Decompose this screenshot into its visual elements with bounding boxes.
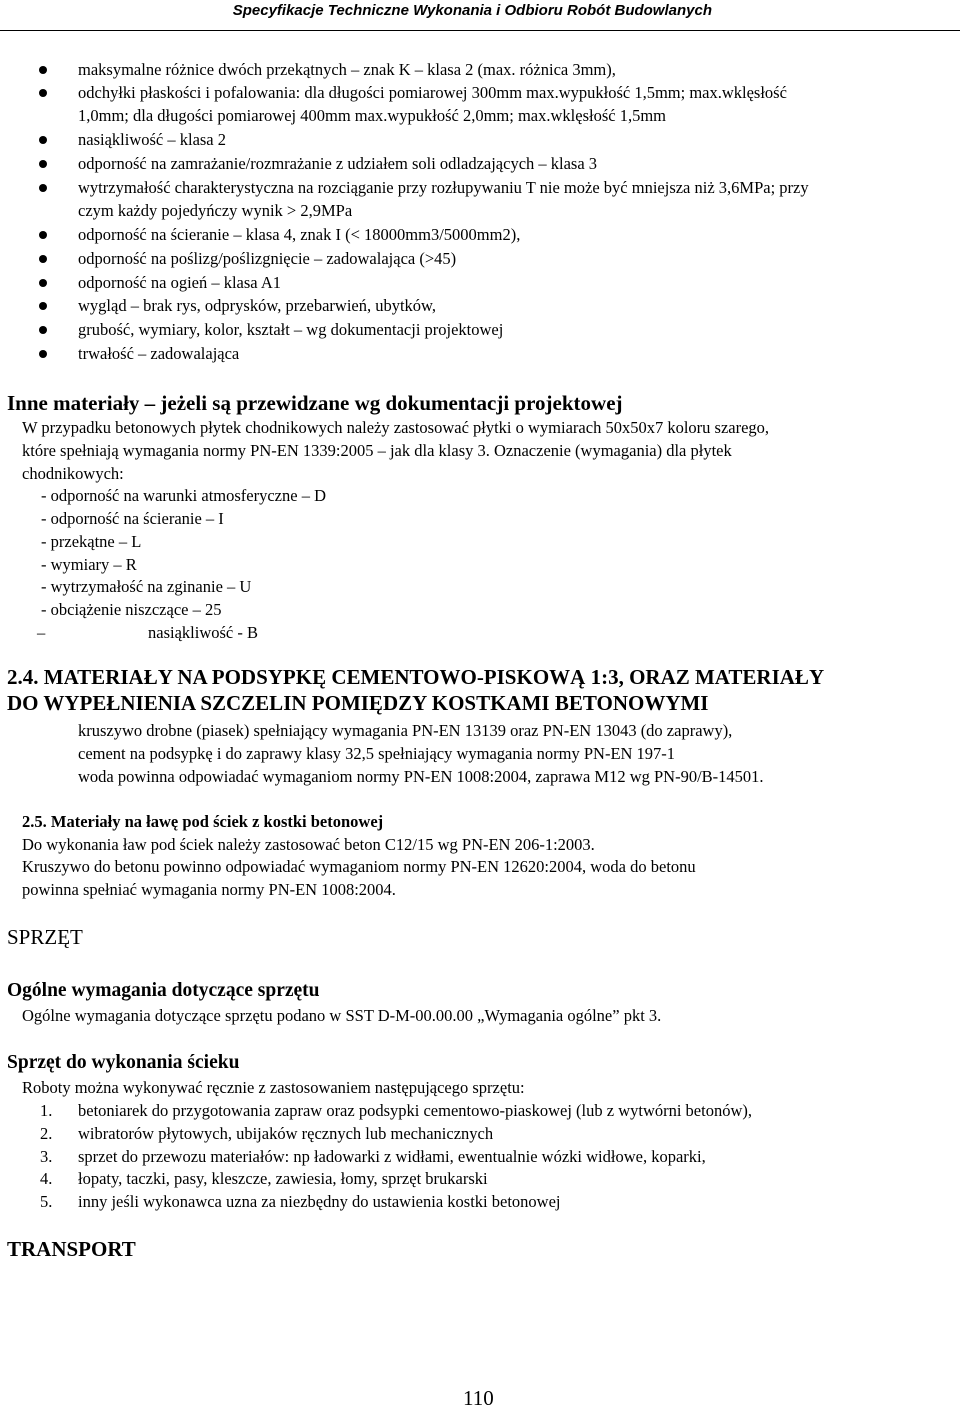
inne-paragraph-line: chodnikowych:	[22, 464, 124, 483]
inne-paragraph-line: które spełniają wymagania normy PN-EN 1339:2005 – jak dla klasy 3. Oznaczenie (wymagania) dla płytek	[22, 441, 732, 460]
list-item: łopaty, taczki, pasy, kleszcze, zawiesia, łomy, sprzęt brukarski	[78, 1169, 488, 1188]
bullet-icon	[39, 302, 47, 310]
bullet-text: grubość, wymiary, kolor, kształt – wg dokumentacji projektowej	[78, 320, 504, 339]
bullet-icon	[39, 89, 47, 97]
section-2-4-line: kruszywo drobne (piasek) spełniający wymagania PN-EN 13139 oraz PN-EN 13043 (do zaprawy),	[78, 721, 733, 740]
bullet-text-cont: czym każdy pojedyńczy wynik > 2,9MPa	[78, 201, 353, 220]
general-requirements-heading: Ogólne wymagania dotyczące sprzętu	[7, 980, 320, 1001]
list-number: 2.	[40, 1124, 53, 1143]
section-2-5-heading: 2.5. Materiały na ławę pod ściek z kostki betonowej	[22, 812, 384, 831]
header-title: Specyfikacje Techniczne Wykonania i Odbioru Robót Budowlanych	[232, 2, 712, 19]
list-item: inny jeśli wykonawca uzna za niezbędny do ustawienia kostki betonowej	[78, 1192, 561, 1211]
list-number: 5.	[40, 1192, 53, 1211]
bullet-text: odchyłki płaskości i pofalowania: dla długości pomiarowej 300mm max.wypukłość 1,5mm; max.wklęsłość	[78, 83, 787, 102]
bullet-icon	[39, 279, 47, 287]
bullet-icon	[39, 66, 47, 74]
transport-heading: TRANSPORT	[7, 1237, 136, 1261]
general-requirements-text: Ogólne wymagania dotyczące sprzętu podano w SST D-M-00.00.00 „Wymagania ogólne” pkt 3.	[22, 1006, 662, 1025]
section-2-5-line: Do wykonania ław pod ściek należy zastosować beton C12/15 wg PN-EN 206-1:2003.	[22, 835, 595, 854]
list-number: 4.	[40, 1169, 53, 1188]
bullet-text: odporność na ścieranie – klasa 4, znak I (< 18000mm3/5000mm2),	[78, 225, 521, 244]
requirement-item: - odporność na ścieranie – I	[41, 509, 224, 528]
section-2-4-line: cement na podsypkę i do zaprawy klasy 32,5 spełniający wymagania normy PN-EN 197-1	[78, 744, 676, 763]
bullet-icon	[39, 136, 47, 144]
section-2-4-heading-cont: DO WYPEŁNIENIA SZCZELIN POMIĘDZY KOSTKAMI BETONOWYMI	[7, 691, 709, 715]
requirement-item: - wymiary – R	[41, 555, 137, 574]
list-item: wibratorów płytowych, ubijaków ręcznych lub mechanicznych	[78, 1124, 494, 1143]
section-2-4-heading: 2.4. MATERIAŁY NA PODSYPKĘ CEMENTOWO-PISKOWĄ 1:3, ORAZ MATERIAŁY	[7, 665, 825, 689]
section-2-4-line: woda powinna odpowiadać wymaganiom normy PN-EN 1008:2004, zaprawa M12 wg PN-90/B-14501.	[78, 767, 764, 786]
bullet-text: trwałość – zadowalająca	[78, 344, 240, 363]
section-2-5-line: powinna spełniać wymagania normy PN-EN 1008:2004.	[22, 880, 396, 899]
bullet-text: odporność na poślizg/poślizgnięcie – zadowalająca (>45)	[78, 249, 457, 268]
sprzet-heading: SPRZĘT	[7, 925, 83, 949]
bullet-icon	[39, 184, 47, 192]
bullet-icon	[39, 231, 47, 239]
sciek-equipment-heading: Sprzęt do wykonania ścieku	[7, 1052, 240, 1073]
requirement-item: nasiąkliwość - B	[148, 623, 258, 642]
inne-paragraph-line: W przypadku betonowych płytek chodnikowych należy zastosować płytki o wymiarach 50x50x7 koloru szarego,	[22, 418, 770, 437]
bullet-text: wygląd – brak rys, odprysków, przebarwień, ubytków,	[78, 296, 437, 315]
bullet-text: nasiąkliwość – klasa 2	[78, 130, 227, 149]
list-item: betoniarek do przygotowania zapraw oraz podsypki cementowo-piaskowej (lub z wytwórni betonów),	[78, 1101, 753, 1120]
requirement-item: - wytrzymałość na zginanie – U	[41, 577, 252, 596]
list-number: 1.	[40, 1101, 53, 1120]
bullet-text: wytrzymałość charakterystyczna na rozciąganie przy rozłupywaniu T nie może być mniejsza niż 3,6MPa; przy	[78, 178, 809, 197]
inne-heading: Inne materiały – jeżeli są przewidzane wg dokumentacji projektowej	[7, 391, 623, 415]
section-2-5-line: Kruszywo do betonu powinno odpowiadać wymaganiom normy PN-EN 12620:2004, woda do betonu	[22, 857, 696, 876]
bullet-text: odporność na ogień – klasa A1	[78, 273, 282, 292]
bullet-text: maksymalne różnice dwóch przekątnych – znak K – klasa 2 (max. różnica 3mm),	[78, 60, 616, 79]
bullet-icon	[39, 160, 47, 168]
bullet-icon	[39, 255, 47, 263]
bullet-text: odporność na zamrażanie/rozmrażanie z udziałem soli odladzających – klasa 3	[78, 154, 598, 173]
requirement-item: - przekątne – L	[41, 532, 142, 551]
page-number: 110	[463, 1386, 494, 1410]
requirement-item: - obciążenie niszczące – 25	[41, 600, 222, 619]
sciek-equipment-intro: Roboty można wykonywać ręcznie z zastosowaniem następującego sprzętu:	[22, 1078, 525, 1097]
bullet-icon	[39, 350, 47, 358]
requirement-item: - odporność na warunki atmosferyczne – D	[41, 486, 326, 505]
bullet-icon	[39, 326, 47, 334]
bullet-text-cont: 1,0mm; dla długości pomiarowej 400mm max.wypukłość 2,0mm; max.wklęsłość 1,5mm	[78, 106, 666, 125]
page-header	[0, 0, 960, 31]
list-item: sprzet do przewozu materiałów: np ładowarki z widłami, ewentualnie wózki widłowe, koparki,	[78, 1147, 706, 1166]
requirement-dash: –	[37, 623, 46, 642]
list-number: 3.	[40, 1147, 53, 1166]
